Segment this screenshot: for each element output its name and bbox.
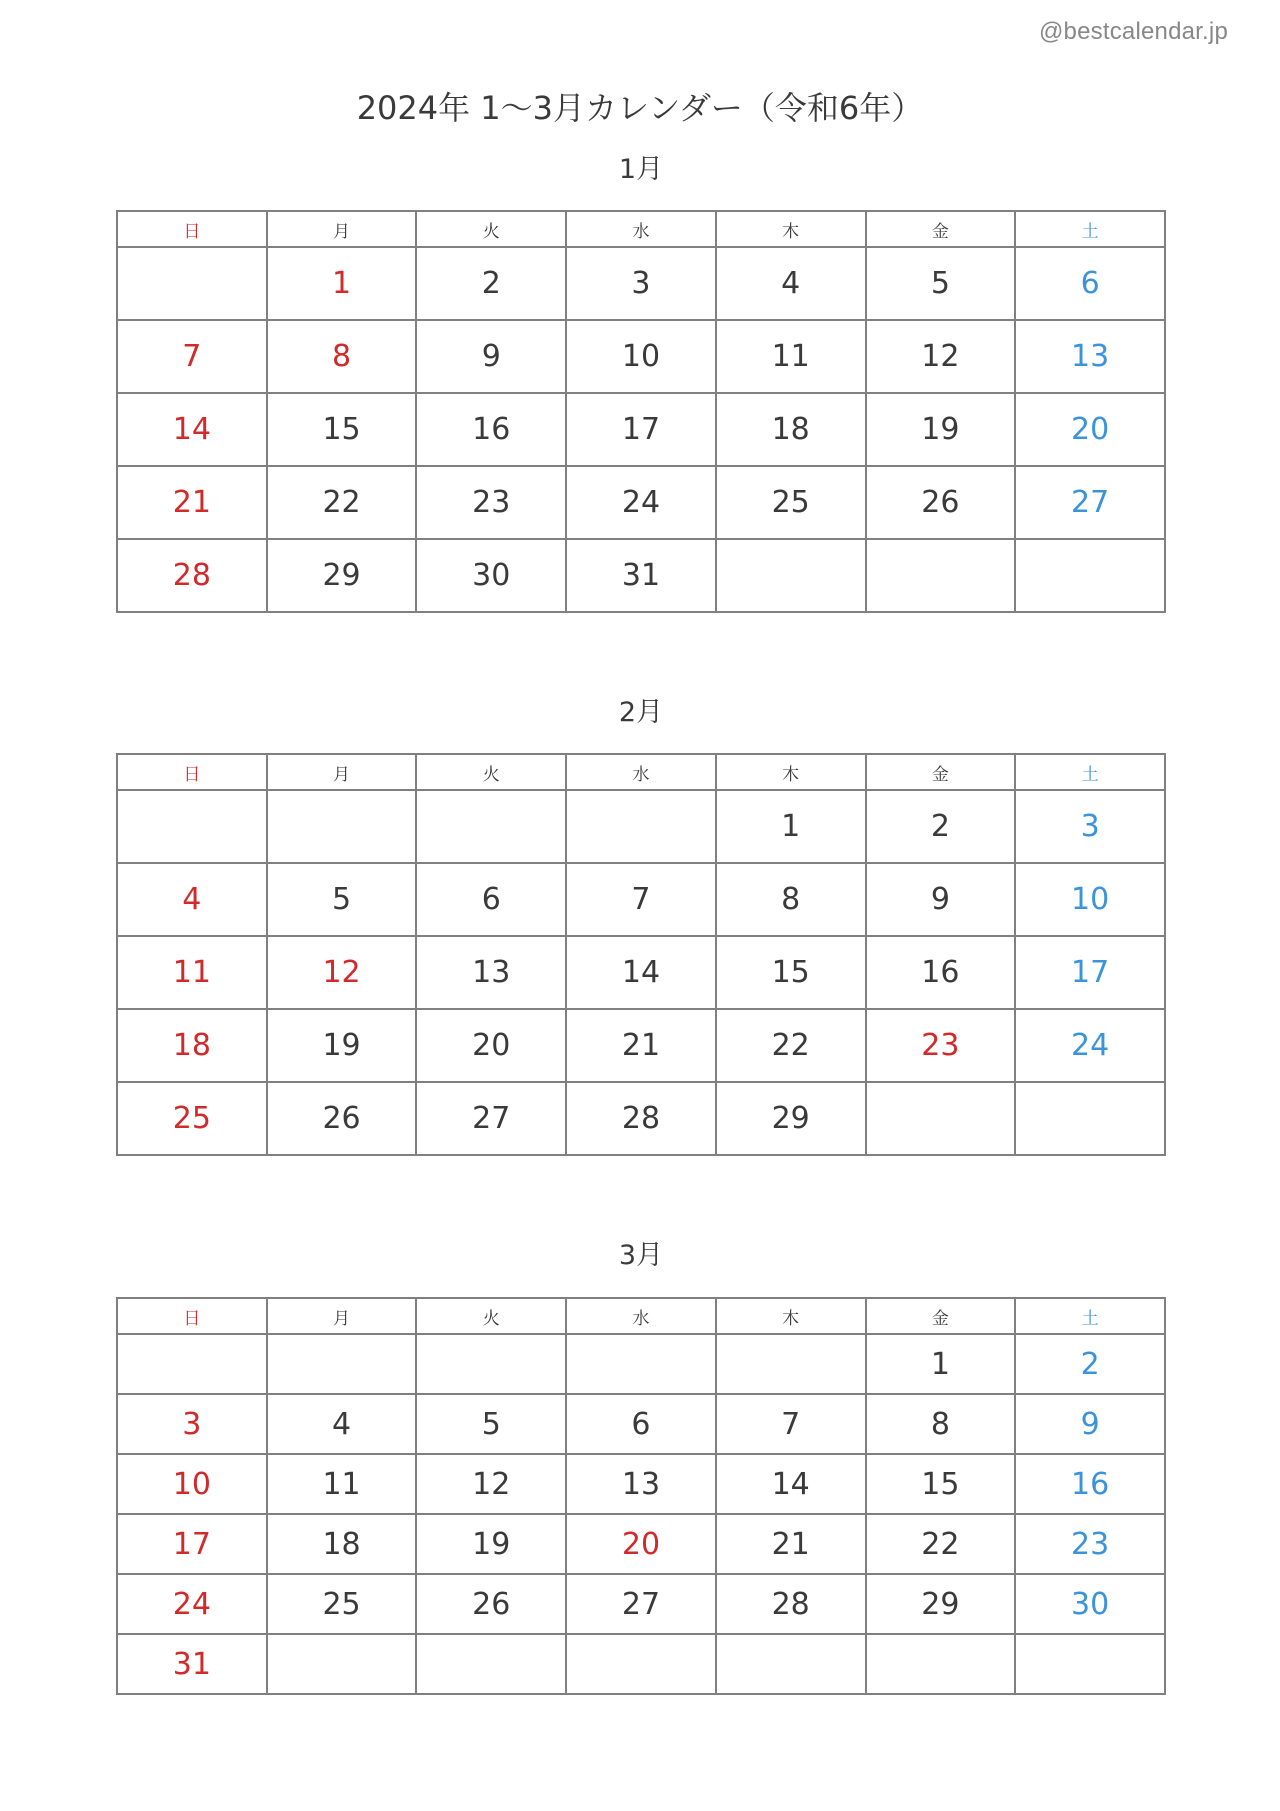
day-cell: 12 xyxy=(416,1454,566,1514)
day-cell: 10 xyxy=(117,1454,267,1514)
day-cell: 5 xyxy=(416,1394,566,1454)
empty-day-cell xyxy=(716,1634,866,1694)
day-cell: 8 xyxy=(866,1394,1016,1454)
page-title: 2024年 1〜3月カレンダー（令和6年） xyxy=(356,89,924,127)
week-row xyxy=(117,1009,1165,1082)
day-cell: 8 xyxy=(716,863,866,936)
day-cell: 9 xyxy=(416,320,566,393)
empty-day-cell xyxy=(416,790,566,863)
day-cell: 12 xyxy=(866,320,1016,393)
day-cell: 26 xyxy=(267,1082,417,1155)
day-cell: 17 xyxy=(1015,936,1165,1009)
weekday-header: 水 xyxy=(566,1298,716,1334)
week-row xyxy=(117,936,1165,1009)
day-cell: 21 xyxy=(716,1514,866,1574)
day-cell: 4 xyxy=(117,863,267,936)
day-cell: 24 xyxy=(566,466,716,539)
day-cell: 4 xyxy=(716,247,866,320)
day-cell: 29 xyxy=(267,539,417,612)
day-cell: 3 xyxy=(566,247,716,320)
empty-day-cell xyxy=(117,1334,267,1394)
day-cell: 18 xyxy=(117,1009,267,1082)
week-row xyxy=(117,790,1165,863)
day-cell: 21 xyxy=(566,1009,716,1082)
empty-day-cell xyxy=(716,539,866,612)
weekday-header: 土 xyxy=(1015,1298,1165,1334)
day-cell: 25 xyxy=(716,466,866,539)
day-cell: 19 xyxy=(866,393,1016,466)
day-cell: 27 xyxy=(1015,466,1165,539)
day-cell: 16 xyxy=(1015,1454,1165,1514)
empty-day-cell xyxy=(716,1334,866,1394)
day-cell: 4 xyxy=(267,1394,417,1454)
day-cell: 31 xyxy=(566,539,716,612)
weekday-header: 日 xyxy=(117,754,267,790)
day-cell: 7 xyxy=(566,863,716,936)
empty-day-cell xyxy=(1015,539,1165,612)
weekday-header: 火 xyxy=(416,754,566,790)
day-cell: 19 xyxy=(416,1514,566,1574)
day-cell: 1 xyxy=(716,790,866,863)
day-cell: 2 xyxy=(416,247,566,320)
week-row xyxy=(117,539,1165,612)
week-row xyxy=(117,466,1165,539)
day-cell: 14 xyxy=(716,1454,866,1514)
day-cell: 1 xyxy=(267,247,417,320)
day-cell: 15 xyxy=(267,393,417,466)
day-cell: 26 xyxy=(866,466,1016,539)
weekday-header-row xyxy=(117,211,1165,247)
day-cell: 29 xyxy=(716,1082,866,1155)
day-cell: 23 xyxy=(416,466,566,539)
empty-day-cell xyxy=(866,1634,1016,1694)
calendar-table-january xyxy=(116,210,1166,613)
month-title: 2月 xyxy=(618,697,664,728)
empty-day-cell xyxy=(1015,1082,1165,1155)
day-cell: 11 xyxy=(716,320,866,393)
weekday-header: 土 xyxy=(1015,754,1165,790)
weekday-header: 水 xyxy=(566,211,716,247)
day-cell: 5 xyxy=(267,863,417,936)
empty-day-cell xyxy=(566,790,716,863)
day-cell: 6 xyxy=(566,1394,716,1454)
day-cell: 28 xyxy=(117,539,267,612)
day-cell: 29 xyxy=(866,1574,1016,1634)
weekday-header: 木 xyxy=(716,1298,866,1334)
week-row xyxy=(117,863,1165,936)
weekday-header: 水 xyxy=(566,754,716,790)
day-cell: 11 xyxy=(267,1454,417,1514)
weekday-header: 日 xyxy=(117,1298,267,1334)
empty-day-cell xyxy=(566,1634,716,1694)
weekday-header: 金 xyxy=(866,1298,1016,1334)
day-cell: 16 xyxy=(866,936,1016,1009)
day-cell: 10 xyxy=(566,320,716,393)
week-row xyxy=(117,320,1165,393)
day-cell: 20 xyxy=(566,1514,716,1574)
day-cell: 6 xyxy=(416,863,566,936)
day-cell: 22 xyxy=(716,1009,866,1082)
day-cell: 24 xyxy=(1015,1009,1165,1082)
week-row xyxy=(117,1334,1165,1394)
empty-day-cell xyxy=(267,1334,417,1394)
weekday-header: 金 xyxy=(866,211,1016,247)
day-cell: 19 xyxy=(267,1009,417,1082)
day-cell: 26 xyxy=(416,1574,566,1634)
day-cell: 20 xyxy=(416,1009,566,1082)
day-cell: 5 xyxy=(866,247,1016,320)
day-cell: 2 xyxy=(866,790,1016,863)
weekday-header: 火 xyxy=(416,1298,566,1334)
day-cell: 27 xyxy=(416,1082,566,1155)
day-cell: 23 xyxy=(866,1009,1016,1082)
day-cell: 3 xyxy=(117,1394,267,1454)
empty-day-cell xyxy=(866,539,1016,612)
calendar-table-march xyxy=(116,1297,1166,1695)
empty-day-cell xyxy=(416,1334,566,1394)
day-cell: 24 xyxy=(117,1574,267,1634)
day-cell: 10 xyxy=(1015,863,1165,936)
day-cell: 3 xyxy=(1015,790,1165,863)
empty-day-cell xyxy=(1015,1634,1165,1694)
watermark: @bestcalendar.jp xyxy=(1038,18,1228,45)
day-cell: 7 xyxy=(117,320,267,393)
week-row xyxy=(117,1514,1165,1574)
day-cell: 17 xyxy=(566,393,716,466)
weekday-header: 金 xyxy=(866,754,1016,790)
day-cell: 17 xyxy=(117,1514,267,1574)
weekday-header: 月 xyxy=(267,1298,417,1334)
empty-day-cell xyxy=(416,1634,566,1694)
day-cell: 9 xyxy=(866,863,1016,936)
week-row xyxy=(117,1082,1165,1155)
day-cell: 20 xyxy=(1015,393,1165,466)
week-row xyxy=(117,247,1165,320)
month-title: 1月 xyxy=(618,154,664,185)
day-cell: 18 xyxy=(716,393,866,466)
day-cell: 28 xyxy=(566,1082,716,1155)
weekday-header-row xyxy=(117,754,1165,790)
day-cell: 25 xyxy=(267,1574,417,1634)
day-cell: 22 xyxy=(866,1514,1016,1574)
week-row xyxy=(117,1394,1165,1454)
day-cell: 13 xyxy=(566,1454,716,1514)
day-cell: 30 xyxy=(416,539,566,612)
day-cell: 8 xyxy=(267,320,417,393)
day-cell: 14 xyxy=(117,393,267,466)
empty-day-cell xyxy=(866,1082,1016,1155)
weekday-header-row xyxy=(117,1298,1165,1334)
day-cell: 13 xyxy=(1015,320,1165,393)
weekday-header: 土 xyxy=(1015,211,1165,247)
empty-day-cell xyxy=(566,1334,716,1394)
day-cell: 22 xyxy=(267,466,417,539)
day-cell: 31 xyxy=(117,1634,267,1694)
day-cell: 18 xyxy=(267,1514,417,1574)
day-cell: 6 xyxy=(1015,247,1165,320)
week-row xyxy=(117,1454,1165,1514)
empty-day-cell xyxy=(117,790,267,863)
empty-day-cell xyxy=(117,247,267,320)
weekday-header: 月 xyxy=(267,211,417,247)
week-row xyxy=(117,1574,1165,1634)
empty-day-cell xyxy=(267,1634,417,1694)
week-row xyxy=(117,393,1165,466)
day-cell: 9 xyxy=(1015,1394,1165,1454)
weekday-header: 火 xyxy=(416,211,566,247)
day-cell: 27 xyxy=(566,1574,716,1634)
empty-day-cell xyxy=(267,790,417,863)
day-cell: 2 xyxy=(1015,1334,1165,1394)
calendar-table-february xyxy=(116,753,1166,1156)
weekday-header: 月 xyxy=(267,754,417,790)
weekday-header: 木 xyxy=(716,754,866,790)
day-cell: 14 xyxy=(566,936,716,1009)
day-cell: 15 xyxy=(866,1454,1016,1514)
weekday-header: 木 xyxy=(716,211,866,247)
day-cell: 13 xyxy=(416,936,566,1009)
day-cell: 28 xyxy=(716,1574,866,1634)
day-cell: 16 xyxy=(416,393,566,466)
day-cell: 15 xyxy=(716,936,866,1009)
day-cell: 1 xyxy=(866,1334,1016,1394)
day-cell: 25 xyxy=(117,1082,267,1155)
day-cell: 12 xyxy=(267,936,417,1009)
day-cell: 30 xyxy=(1015,1574,1165,1634)
day-cell: 21 xyxy=(117,466,267,539)
day-cell: 11 xyxy=(117,936,267,1009)
month-title: 3月 xyxy=(618,1240,664,1271)
day-cell: 23 xyxy=(1015,1514,1165,1574)
week-row xyxy=(117,1634,1165,1694)
weekday-header: 日 xyxy=(117,211,267,247)
day-cell: 7 xyxy=(716,1394,866,1454)
